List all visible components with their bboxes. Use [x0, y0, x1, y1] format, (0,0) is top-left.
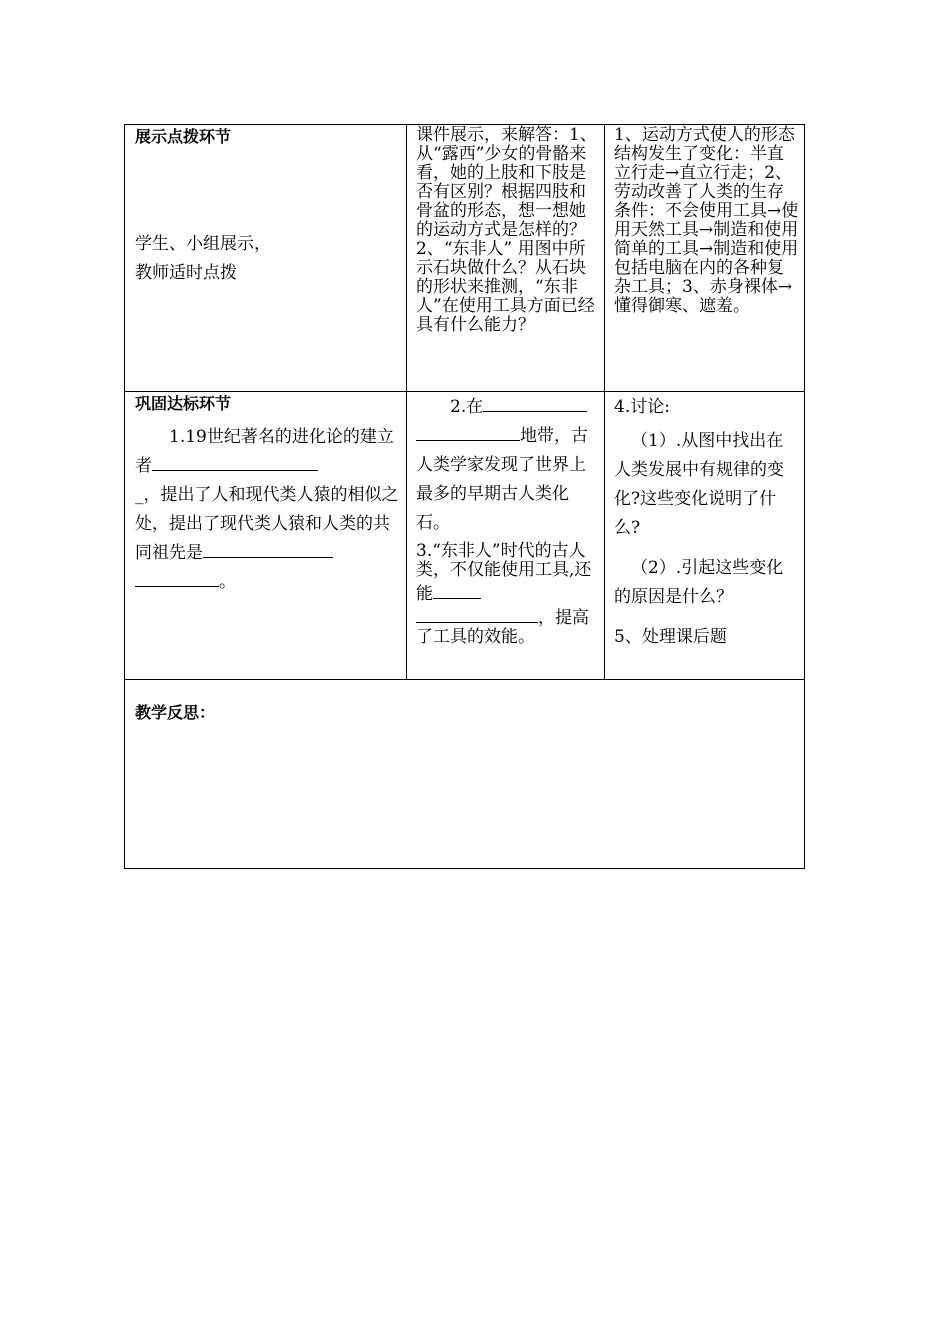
question-3 — [416, 542, 600, 647]
answer-blank[interactable] — [135, 568, 219, 587]
answer-blank[interactable] — [203, 539, 333, 558]
stage-cell — [125, 392, 407, 680]
answer-blank[interactable] — [416, 604, 538, 623]
table-row — [125, 125, 805, 392]
question-2-text: 地带，古人类学家发现了世界上最多的早期古人类化石。 — [416, 426, 588, 533]
table-row — [125, 680, 805, 869]
discussion-question: 4.讨论: — [614, 397, 670, 417]
answers-cell — [605, 125, 805, 392]
answer-blank[interactable] — [152, 452, 248, 471]
answer-blank[interactable] — [433, 580, 481, 599]
homework-item: 5、处理课后题 — [614, 627, 727, 647]
questions-cell — [407, 125, 605, 392]
stage-heading: 展示点拨环节 — [135, 127, 232, 146]
question-1 — [135, 423, 402, 481]
discussion-subquestion-1: （1）.从图中找出在人类发展中有规律的变化?这些变化说明了什么? — [614, 431, 784, 538]
reflection-heading: 教学反思： — [135, 703, 216, 722]
question-3-text: ，提高了工具的效能。 — [416, 608, 589, 647]
question-3-text: 3.“东非人”时代的古人类，不仅能使用工具,还能 — [416, 541, 592, 604]
discussion-cell — [605, 392, 805, 680]
stage-activity-line: 教师适时点拨 — [135, 263, 237, 283]
answer-blank[interactable] — [416, 422, 520, 441]
answer-summary: 1、运动方式使人的形态结构发生了变化：半直立行走→直立行走；2、劳动改善了人类的生存条件：不会使用工具→使用天然工具→制造和使用简单的工具→制造和使用包括电脑在内的各种复杂工具；3、赤身裸体→懂得御寒、遮羞。 — [614, 125, 799, 316]
table-row — [125, 392, 805, 680]
stage-cell — [125, 125, 407, 392]
reflection-cell — [125, 680, 805, 869]
questions-cell — [407, 392, 605, 680]
question-1-end: 。 — [219, 572, 236, 592]
courseware-questions: 课件展示，来解答：1、从“露西”少女的骨骼来看，她的上肢和下肢是否有区别？根据四肢和骨盆的形态，想一想她的运动方式是怎样的？2、“东非人” 用图中所示石块做什么？从石块的形状来推测，“东非人”在使用工具方面已经具有什么能力？ — [416, 125, 597, 335]
question-1-text: _，提出了人和现代类人猿的相似之处，提出了现代类人猿和人类的共同祖先是 — [135, 485, 399, 563]
discussion-subquestion-2: （2）.引起这些变化的原因是什么？ — [614, 558, 784, 607]
lesson-plan-table — [124, 124, 805, 869]
question-2-text: 2.在 — [450, 397, 484, 417]
question-1-text: 1.19世纪著名的进化论的建立者 — [135, 427, 394, 476]
question-2 — [416, 393, 600, 538]
question-1-continued — [135, 481, 402, 597]
stage-heading: 巩固达标环节 — [135, 394, 232, 413]
answer-blank[interactable] — [483, 393, 587, 412]
stage-activity-line: 学生、小组展示， — [135, 234, 271, 254]
answer-blank[interactable] — [248, 452, 318, 471]
